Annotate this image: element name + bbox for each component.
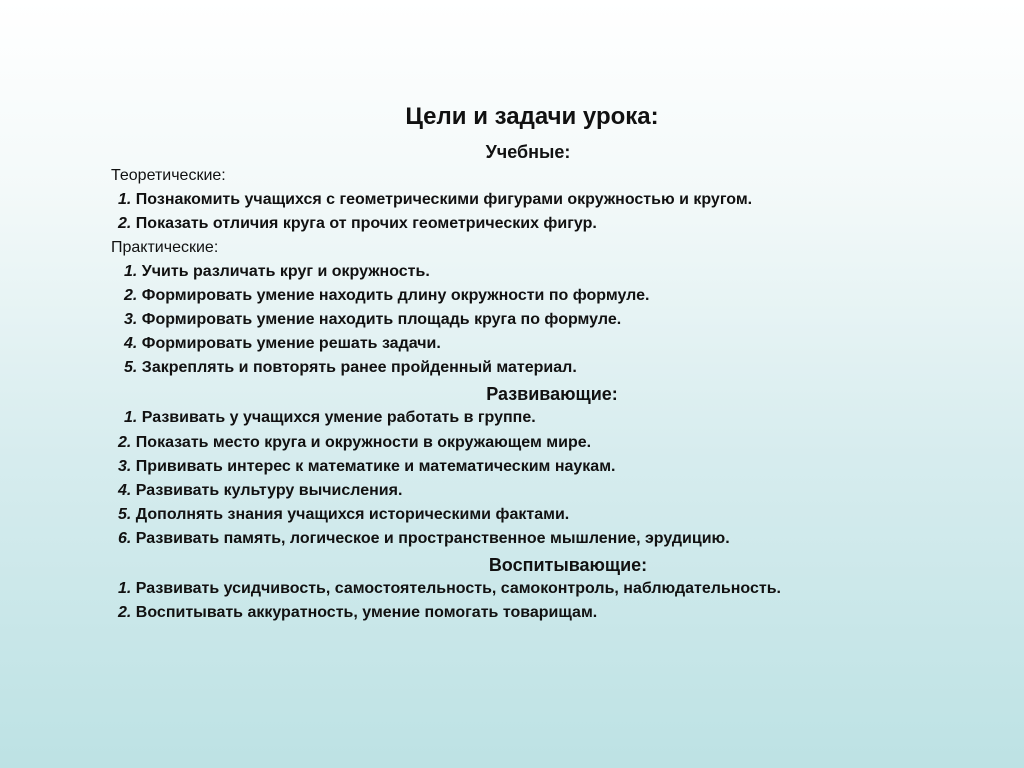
list-item: [118, 433, 591, 453]
item-number: 6.: [118, 530, 132, 547]
list-item: [118, 603, 597, 623]
item-number: 5.: [118, 506, 132, 523]
list-item: [124, 408, 536, 428]
item-text: Учить различать круг и окружность.: [141, 263, 430, 280]
item-number: 3.: [124, 311, 138, 328]
label-theoretical: Теоретические:: [111, 167, 226, 184]
item-text: Закреплять и повторять ранее пройденный материал.: [141, 359, 577, 376]
item-text: Формировать умение находить площадь круга по формуле.: [141, 311, 622, 328]
item-text: Воспитывать аккуратность, умение помогать товарищам.: [135, 604, 598, 621]
item-number: 1.: [124, 263, 138, 280]
item-number: 5.: [124, 359, 138, 376]
list-item: [118, 190, 752, 210]
item-number: 4.: [118, 482, 132, 499]
item-text: Развивать культуру вычисления.: [135, 482, 403, 499]
item-number: 4.: [124, 335, 138, 352]
item-text: Развивать усидчивость, самостоятельность, самоконтроль, наблюдательность.: [135, 580, 781, 597]
list-item: [118, 529, 730, 549]
list-item: [118, 214, 597, 234]
list-item: [124, 262, 430, 282]
list-item: [124, 358, 577, 378]
item-text: Показать отличия круга от прочих геометрических фигур.: [135, 215, 597, 232]
heading-developing: Развивающие:: [486, 384, 618, 404]
item-text: Показать место круга и окружности в окружающем мире.: [135, 434, 592, 451]
item-text: Формировать умение находить длину окружности по формуле.: [141, 287, 650, 304]
item-number: 2.: [118, 604, 132, 621]
item-text: Формировать умение решать задачи.: [141, 335, 441, 352]
item-text: Развивать у учащихся умение работать в группе.: [141, 409, 536, 426]
list-item: [124, 286, 649, 306]
item-number: 2.: [118, 215, 132, 232]
heading-educational: Учебные:: [485, 142, 571, 162]
item-text: Развивать память, логическое и пространственное мышление, эрудицию.: [135, 530, 730, 547]
item-number: 1.: [118, 191, 132, 208]
item-text: Познакомить учащихся с геометрическими фигурами окружностью и кругом.: [135, 191, 753, 208]
item-number: 3.: [118, 458, 132, 475]
list-item: [118, 579, 781, 599]
list-item: [124, 334, 441, 354]
label-practical: Практические:: [111, 239, 219, 256]
list-item: [124, 310, 621, 330]
item-number: 2.: [118, 434, 132, 451]
item-number: 1.: [118, 580, 132, 597]
list-item: [118, 457, 615, 477]
item-number: 1.: [124, 409, 138, 426]
list-item: [118, 505, 569, 525]
item-text: Прививать интерес к математике и математическим наукам.: [135, 458, 616, 475]
item-text: Дополнять знания учащихся историческими фактами.: [135, 506, 570, 523]
item-number: 2.: [124, 287, 138, 304]
slide-title: Цели и задачи урока:: [405, 103, 659, 130]
list-item: [118, 481, 402, 501]
heading-upbringing: Воспитывающие:: [488, 555, 648, 575]
